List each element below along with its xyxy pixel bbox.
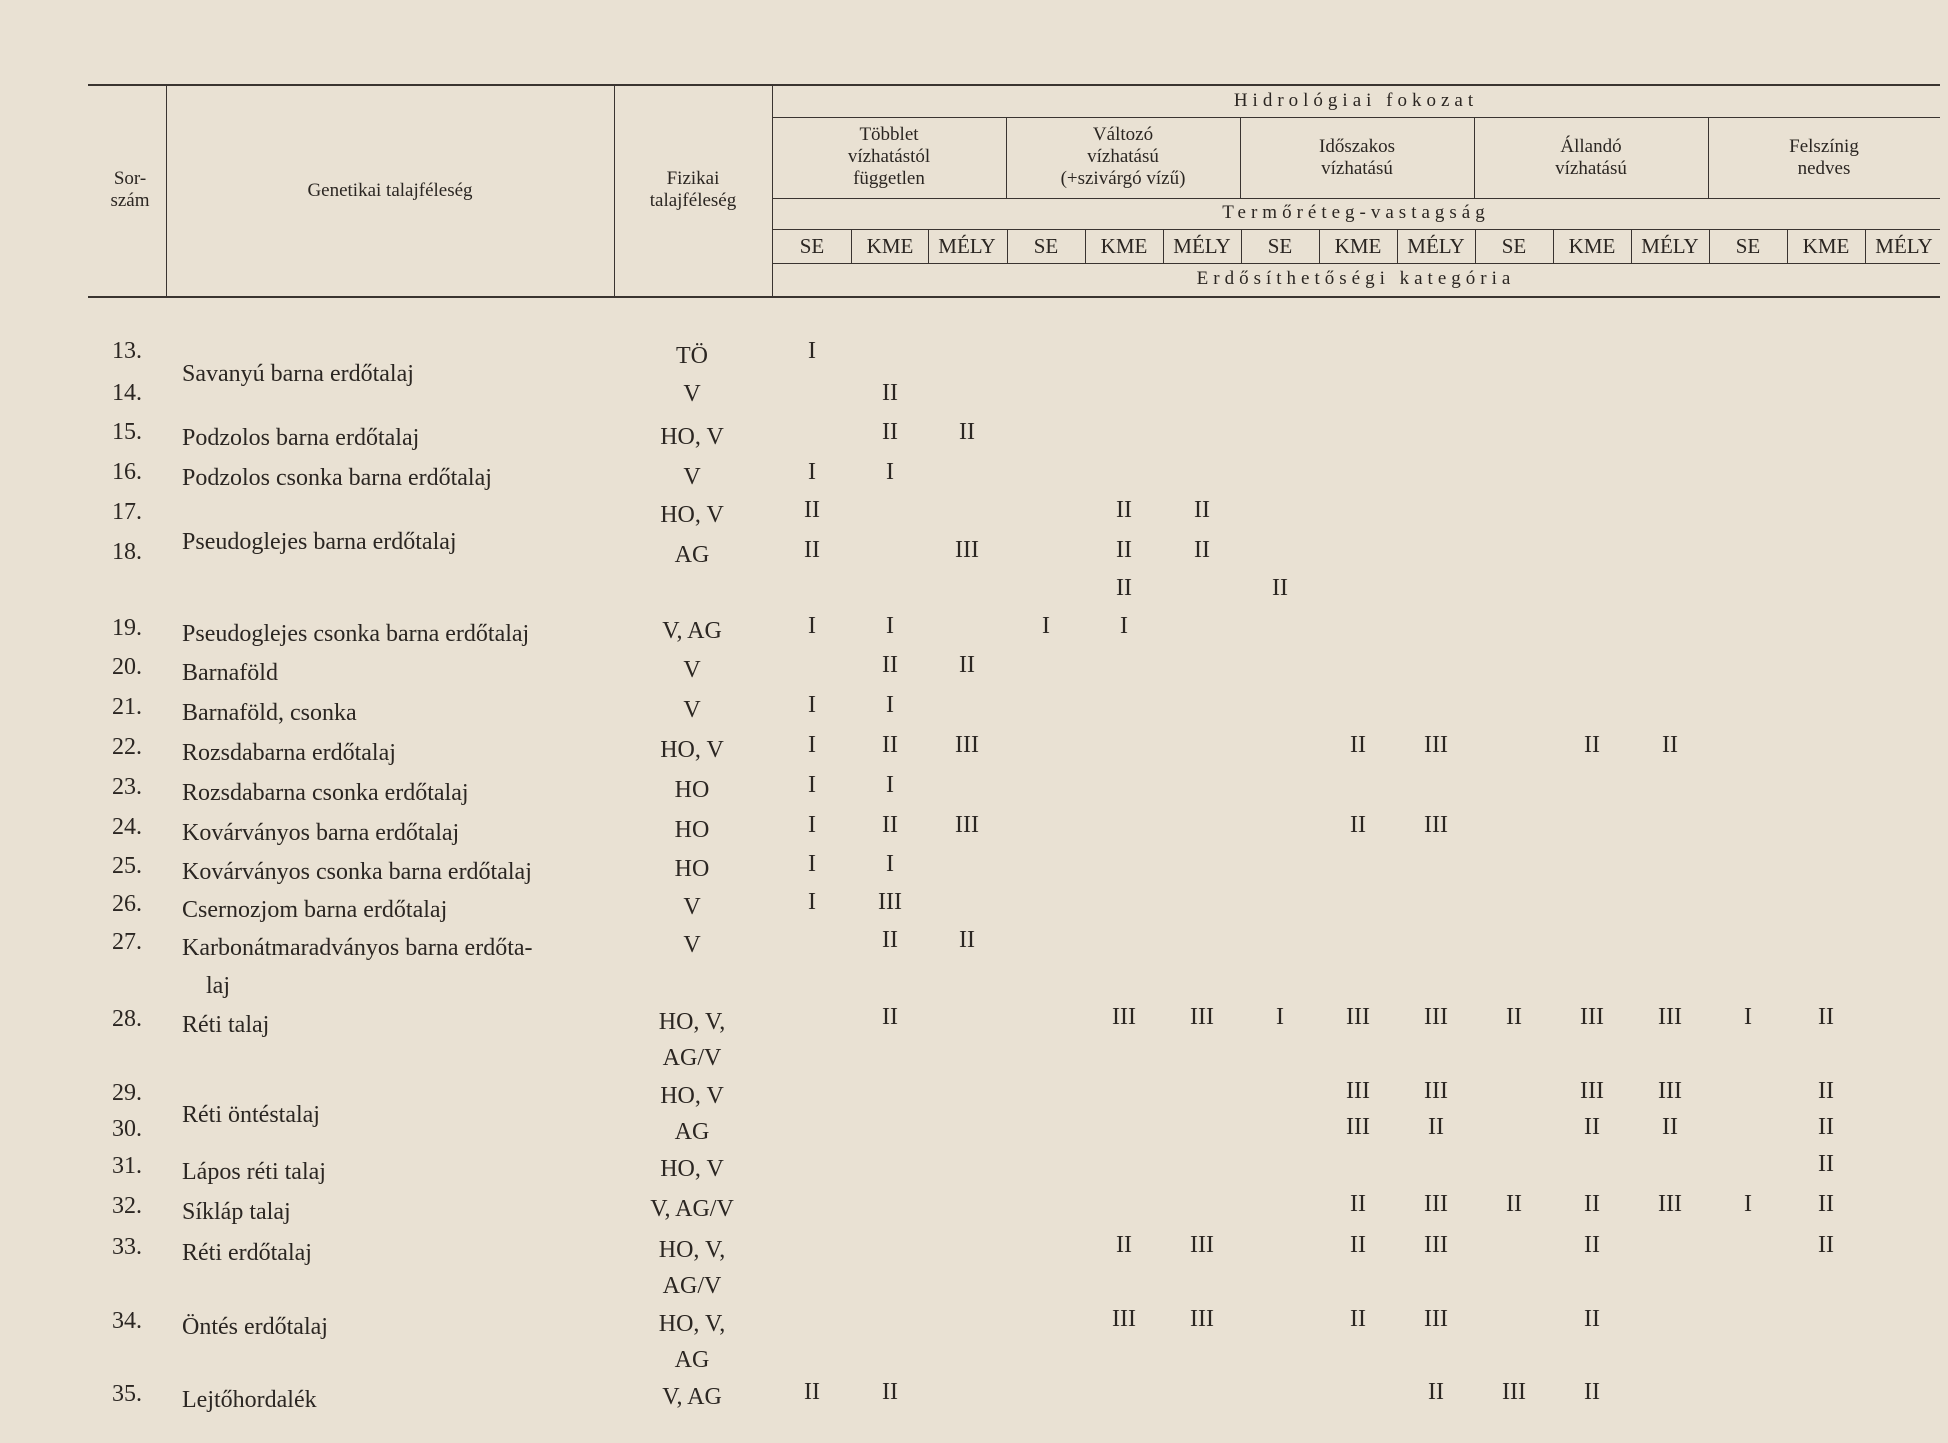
depth-label: KME — [1100, 234, 1148, 258]
termoreteg-header: Termőréteg-vastagság — [1222, 202, 1490, 223]
soil-type-name: Rozsdabarna csonka erdőtalaj — [182, 780, 469, 806]
category-cell: II — [1116, 537, 1132, 563]
category-cell: II — [1818, 1232, 1834, 1258]
row-number: 28. — [112, 1006, 142, 1032]
depth-label: MÉLY — [1641, 234, 1699, 258]
category-cell: III — [1424, 1232, 1448, 1258]
row-number: 14. — [112, 380, 142, 406]
hydro-group-label: Többlet vízhatástól független — [847, 124, 931, 189]
sorszam-header: Sor- szám — [110, 168, 150, 211]
physical-soil-type: V, AG — [662, 1384, 722, 1410]
hydro-header: Hidrológiai fokozat — [1233, 90, 1479, 111]
category-cell: II — [1350, 1191, 1366, 1217]
category-cell: II — [1818, 1191, 1834, 1217]
hydro-group-label: Állandó vízhatású — [1555, 136, 1627, 179]
category-cell: I — [886, 459, 894, 485]
category-cell: III — [1190, 1004, 1214, 1030]
category-cell: II — [1272, 575, 1288, 601]
category-cell: I — [808, 812, 816, 838]
depth-label: KME — [1802, 234, 1850, 258]
soil-type-name: Réti erdőtalaj — [182, 1240, 312, 1266]
category-cell: III — [1346, 1004, 1370, 1030]
hydro-group-label: Időszakos vízhatású — [1319, 136, 1395, 179]
category-cell: II — [1194, 537, 1210, 563]
row-number: 31. — [112, 1153, 142, 1179]
depth-label: SE — [799, 234, 825, 258]
soil-type-name: Réti talaj — [182, 1012, 270, 1038]
row-number: 26. — [112, 891, 142, 917]
depth-label: SE — [1267, 234, 1293, 258]
category-cell: III — [1346, 1114, 1370, 1140]
category-cell: II — [1428, 1379, 1444, 1405]
category-cell: I — [1744, 1004, 1752, 1030]
row-number: 24. — [112, 814, 142, 840]
physical-soil-type: HO — [674, 817, 710, 843]
category-cell: II — [1662, 732, 1678, 758]
category-cell: I — [886, 613, 894, 639]
category-cell: III — [878, 889, 902, 915]
category-cell: I — [808, 338, 816, 364]
soil-type-name: Pseudoglejes barna erdőtalaj — [182, 529, 457, 555]
physical-soil-type: HO, V, AG/V — [658, 1009, 726, 1071]
hydro-rule — [772, 117, 1940, 118]
soil-type-name: Síkláp talaj — [182, 1199, 291, 1225]
category-cell: II — [1194, 497, 1210, 523]
soil-type-name: Barnaföld, csonka — [182, 700, 357, 726]
category-cell: III — [955, 537, 979, 563]
category-cell: II — [1818, 1151, 1834, 1177]
physical-soil-type: V, AG/V — [650, 1196, 734, 1222]
category-cell: II — [1818, 1114, 1834, 1140]
row-number: 29. — [112, 1080, 142, 1106]
depth-bottom-rule — [772, 263, 1940, 264]
category-cell: I — [808, 732, 816, 758]
physical-soil-type: HO, V — [660, 737, 724, 763]
row-number: 27. — [112, 929, 142, 955]
category-cell: II — [1584, 1379, 1600, 1405]
category-cell: I — [1120, 613, 1128, 639]
depth-label: MÉLY — [938, 234, 996, 258]
category-cell: II — [1584, 1114, 1600, 1140]
depth-label: MÉLY — [1875, 234, 1933, 258]
physical-soil-type: HO — [674, 777, 710, 803]
physical-soil-type: V — [683, 894, 701, 920]
depth-label: MÉLY — [1173, 234, 1231, 258]
category-cell: III — [1658, 1078, 1682, 1104]
category-cell: II — [1584, 732, 1600, 758]
soil-type-name: Kovárványos csonka barna erdőtalaj — [182, 859, 532, 885]
category-cell: III — [1580, 1078, 1604, 1104]
category-cell: II — [1584, 1191, 1600, 1217]
category-cell: III — [1112, 1306, 1136, 1332]
row-number: 32. — [112, 1193, 142, 1219]
soil-type-name: Karbonátmaradványos barna erdőta- laj — [182, 935, 533, 999]
category-cell: II — [1506, 1004, 1522, 1030]
category-cell: III — [1424, 1078, 1448, 1104]
row-number: 13. — [112, 338, 142, 364]
row-number: 34. — [112, 1308, 142, 1334]
row-number: 23. — [112, 774, 142, 800]
category-cell: III — [1424, 1191, 1448, 1217]
row-number: 30. — [112, 1116, 142, 1142]
category-cell: I — [808, 851, 816, 877]
physical-soil-type: HO, V, AG/V — [658, 1237, 726, 1299]
row-number: 22. — [112, 734, 142, 760]
category-cell: III — [1424, 732, 1448, 758]
col-divider — [772, 84, 773, 298]
table-top-rule — [88, 84, 1940, 86]
category-cell: II — [882, 652, 898, 678]
physical-soil-type: HO, V — [660, 424, 724, 450]
category-cell: II — [1350, 1232, 1366, 1258]
category-cell: III — [1658, 1004, 1682, 1030]
row-number: 16. — [112, 459, 142, 485]
row-number: 18. — [112, 539, 142, 565]
hydro-group-label: Változó vízhatású (+szivárgó vízű) — [1060, 124, 1186, 189]
category-cell: II — [882, 1379, 898, 1405]
category-cell: II — [1584, 1232, 1600, 1258]
erdosithetoseg-header: Erdősíthetőségi kategória — [1196, 268, 1516, 289]
category-cell: I — [808, 613, 816, 639]
category-cell: II — [804, 1379, 820, 1405]
category-cell: III — [1502, 1379, 1526, 1405]
category-cell: III — [955, 732, 979, 758]
category-cell: II — [1116, 497, 1132, 523]
hydro-group-label: Felszínig nedves — [1789, 136, 1859, 179]
physical-soil-type: V — [683, 932, 701, 958]
soil-type-name: Kovárványos barna erdőtalaj — [182, 820, 460, 846]
depth-label: KME — [1568, 234, 1616, 258]
row-number: 21. — [112, 694, 142, 720]
category-cell: II — [882, 812, 898, 838]
soil-type-name: Barnaföld — [182, 660, 278, 686]
category-cell: II — [882, 380, 898, 406]
category-cell: I — [1042, 613, 1050, 639]
header-bottom-rule — [88, 296, 1940, 298]
physical-soil-type: HO, V — [660, 1083, 724, 1109]
row-number: 15. — [112, 419, 142, 445]
category-cell: I — [808, 889, 816, 915]
genetikai-header: Genetikai talajféleség — [307, 180, 473, 201]
category-cell: I — [1276, 1004, 1284, 1030]
row-number: 19. — [112, 615, 142, 641]
depth-label: SE — [1501, 234, 1527, 258]
category-cell: II — [959, 419, 975, 445]
category-cell: II — [1350, 812, 1366, 838]
category-cell: III — [1112, 1004, 1136, 1030]
soil-type-name: Csernozjom barna erdőtalaj — [182, 897, 448, 923]
category-cell: III — [1346, 1078, 1370, 1104]
category-cell: III — [955, 812, 979, 838]
category-cell: III — [1190, 1232, 1214, 1258]
depth-label: KME — [866, 234, 914, 258]
category-cell: I — [886, 772, 894, 798]
category-cell: II — [804, 537, 820, 563]
physical-soil-type: HO, V — [660, 502, 724, 528]
depth-label: MÉLY — [1407, 234, 1465, 258]
row-number: 33. — [112, 1234, 142, 1260]
soil-type-name: Lejtőhordalék — [182, 1387, 317, 1413]
category-cell: III — [1424, 1004, 1448, 1030]
category-cell: III — [1424, 1306, 1448, 1332]
soil-type-name: Öntés erdőtalaj — [182, 1314, 328, 1340]
category-cell: III — [1190, 1306, 1214, 1332]
category-cell: I — [808, 692, 816, 718]
category-cell: I — [1744, 1191, 1752, 1217]
physical-soil-type: HO, V, AG — [658, 1311, 726, 1373]
row-number: 35. — [112, 1381, 142, 1407]
soil-type-name: Podzolos csonka barna erdőtalaj — [182, 465, 492, 491]
depth-label: KME — [1334, 234, 1382, 258]
physical-soil-type: V — [683, 464, 701, 490]
physical-soil-type: AG — [674, 542, 710, 568]
soil-type-name: Réti öntéstalaj — [182, 1102, 320, 1128]
category-cell: I — [886, 851, 894, 877]
category-cell: II — [882, 927, 898, 953]
group-rule — [772, 198, 1940, 199]
category-cell: II — [1506, 1191, 1522, 1217]
category-cell: II — [882, 1004, 898, 1030]
category-cell: II — [1350, 1306, 1366, 1332]
physical-soil-type: HO, V — [660, 1156, 724, 1182]
category-cell: II — [1584, 1306, 1600, 1332]
soil-type-name: Podzolos barna erdőtalaj — [182, 425, 420, 451]
row-number: 25. — [112, 853, 142, 879]
category-cell: III — [1424, 812, 1448, 838]
category-cell: II — [1116, 1232, 1132, 1258]
depth-top-rule — [772, 229, 1940, 230]
category-cell: II — [959, 652, 975, 678]
soil-type-name: Savanyú barna erdőtalaj — [182, 361, 414, 387]
category-cell: II — [1662, 1114, 1678, 1140]
row-number: 20. — [112, 654, 142, 680]
category-cell: II — [1818, 1004, 1834, 1030]
soil-type-name: Lápos réti talaj — [182, 1159, 326, 1185]
physical-soil-type: V, AG — [662, 618, 722, 644]
category-cell: III — [1658, 1191, 1682, 1217]
physical-soil-type: V — [683, 697, 701, 723]
category-cell: II — [804, 497, 820, 523]
physical-soil-type: HO — [674, 856, 710, 882]
category-cell: III — [1580, 1004, 1604, 1030]
category-cell: II — [959, 927, 975, 953]
soil-type-name: Pseudoglejes csonka barna erdőtalaj — [182, 621, 530, 647]
row-number: 17. — [112, 499, 142, 525]
soil-type-name: Rozsdabarna erdőtalaj — [182, 740, 396, 766]
category-cell: I — [808, 459, 816, 485]
category-cell: II — [1428, 1114, 1444, 1140]
category-cell: II — [882, 419, 898, 445]
fizikai-header: Fizikai talajféleség — [649, 168, 737, 211]
physical-soil-type: V — [683, 657, 701, 683]
category-cell: II — [1350, 732, 1366, 758]
category-cell: II — [1116, 575, 1132, 601]
category-cell: I — [808, 772, 816, 798]
physical-soil-type: AG — [674, 1119, 710, 1145]
category-cell: II — [882, 732, 898, 758]
category-cell: I — [886, 692, 894, 718]
col-divider — [166, 84, 167, 298]
physical-soil-type: TÖ — [676, 343, 708, 369]
category-cell: II — [1818, 1078, 1834, 1104]
depth-label: SE — [1735, 234, 1761, 258]
physical-soil-type: V — [683, 381, 701, 407]
depth-label: SE — [1033, 234, 1059, 258]
